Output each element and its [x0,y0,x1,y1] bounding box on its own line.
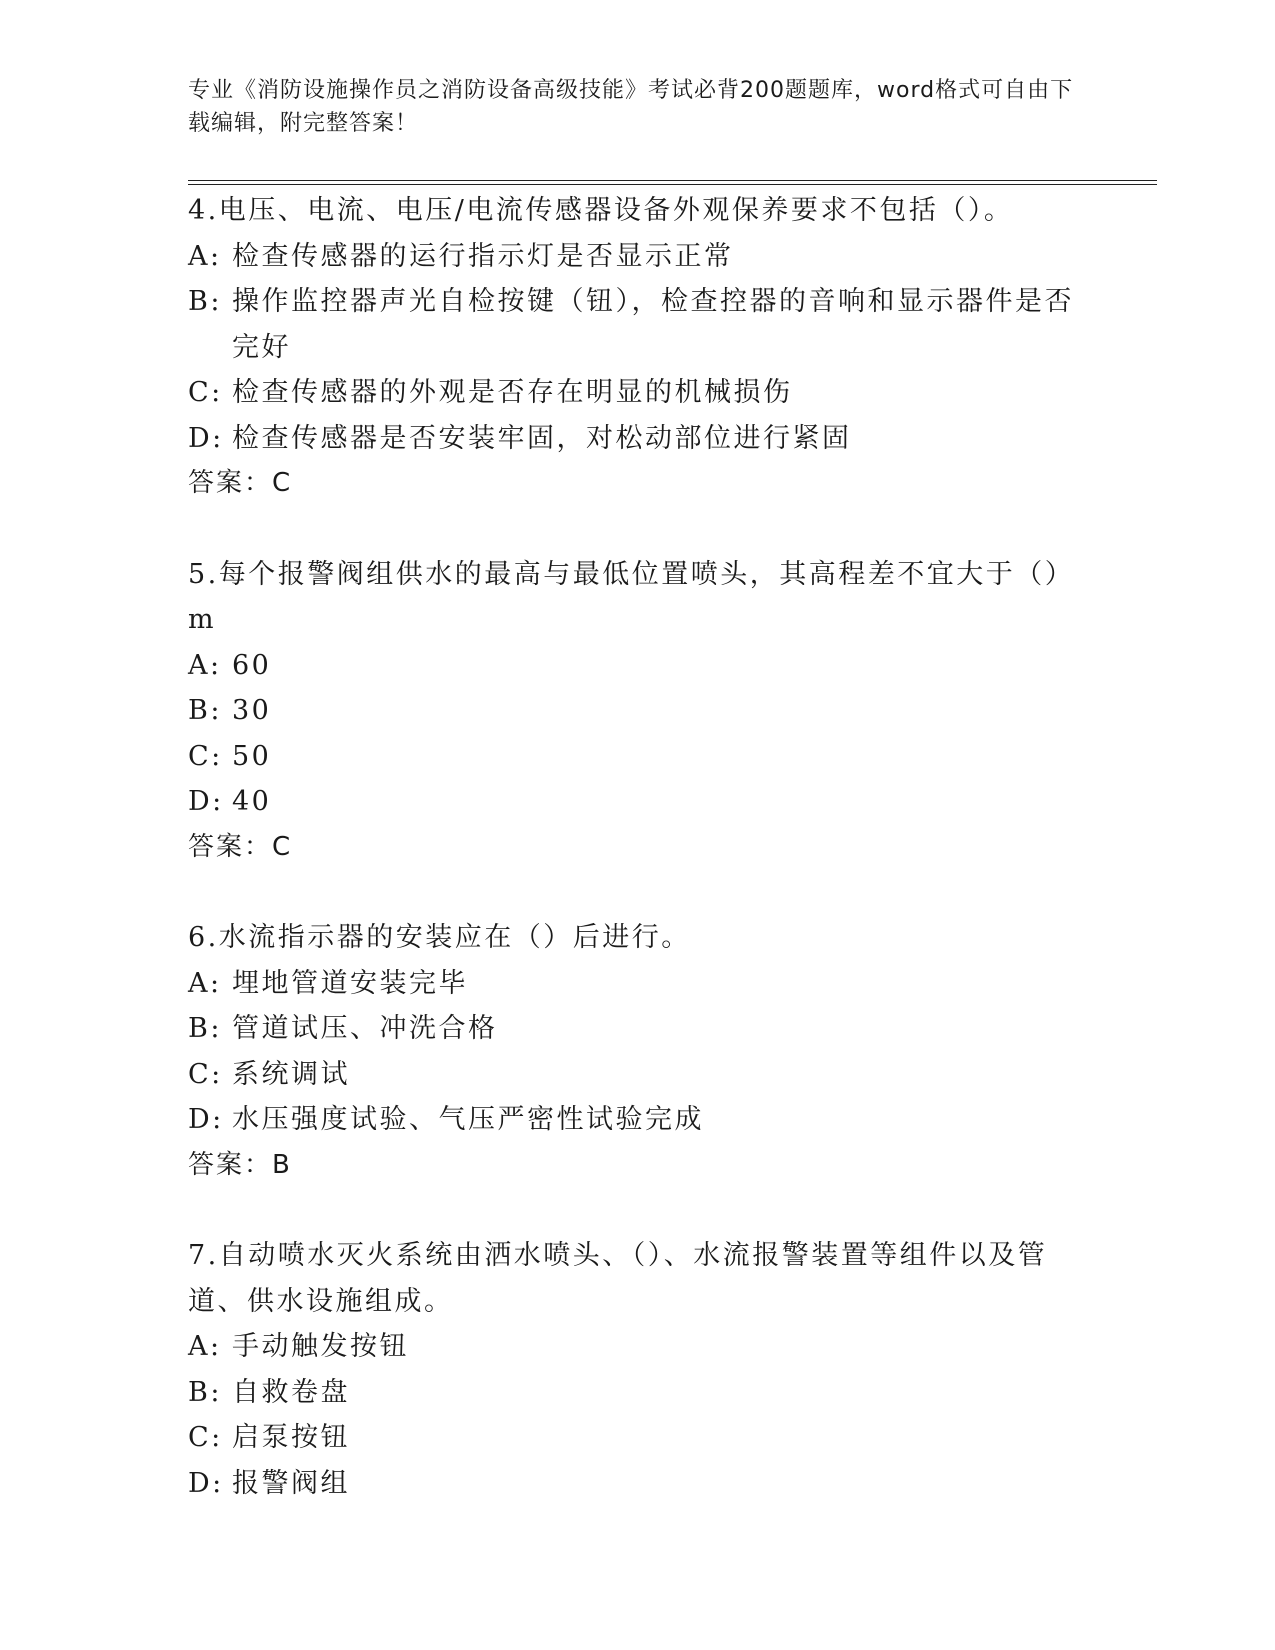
option-text: 手动触发按钮 [232,1331,409,1362]
option-text: 系统调试 [232,1058,350,1090]
question-stem: 5.每个报警阀组供水的最高与最低位置喷头，其高程差不宜大于（）m [188,558,1075,635]
question-item [188,1233,1088,1506]
header-divider-line [188,180,1157,181]
option-key: B: [188,1013,222,1044]
option-c [188,1052,1088,1098]
option-text: 检查传感器的外观是否存在明显的机械损伤 [232,377,793,408]
answer-line: 答案：C [188,468,293,498]
option-d [188,779,1088,825]
option-text: 50 [232,740,272,772]
option-a [188,643,1088,689]
option-key: A: [188,1331,222,1362]
option-c [188,370,1088,416]
question-stem: 7.自动喷水灭火系统由洒水喷头、（）、水流报警装置等组件以及管道、供水设施组成。 [188,1240,1048,1317]
question-list [188,188,1088,1551]
option-key: C: [188,740,223,772]
document-header: 专业《消防设施操作员之消防设备高级技能》考试必背200题题库，word格式可自由下载编辑，附完整答案！ [188,78,1074,136]
option-text: 管道试压、冲洗合格 [232,1013,498,1044]
option-text: 操作监控器声光自检按键（钮），检查控器的音响和显示器件是否完好 [232,286,1074,363]
answer-line: 答案：B [188,1149,292,1180]
header-divider-line-double [188,184,1157,185]
option-text: 水压强度试验、气压严密性试验完成 [232,1104,704,1135]
option-text: 报警阀组 [232,1467,350,1499]
question-item [188,915,1088,1188]
option-key: C: [188,1422,223,1453]
option-b [188,1006,1088,1052]
option-key: D: [188,1104,224,1135]
option-key: C: [188,1058,223,1090]
option-key: D: [188,422,224,454]
question-stem: 4.电压、电流、电压/电流传感器设备外观保养要求不包括（）。 [188,195,1014,226]
option-text: 40 [232,786,272,817]
option-b [188,279,1088,370]
option-b [188,1370,1088,1416]
option-c [188,1415,1088,1461]
option-key: D: [188,1467,224,1499]
answer-line: 答案：C [188,831,293,862]
option-a [188,961,1088,1007]
option-d [188,1461,1088,1507]
option-text: 60 [232,649,272,681]
option-key: B: [188,695,222,726]
option-key: B: [188,1376,222,1408]
question-item [188,552,1088,871]
option-key: D: [188,786,224,817]
option-key: A: [188,967,222,999]
option-key: A: [188,240,222,272]
option-text: 检查传感器是否安装牢固，对松动部位进行紧固 [232,422,852,454]
option-text: 检查传感器的运行指示灯是否显示正常 [232,240,734,272]
option-key: A: [188,649,222,681]
option-d [188,1097,1088,1143]
option-text: 30 [232,695,272,726]
option-a [188,1324,1088,1370]
option-d [188,416,1088,462]
question-item [188,188,1088,507]
option-a [188,234,1088,280]
option-key: B: [188,286,222,317]
option-text: 埋地管道安装完毕 [232,967,468,999]
question-stem: 6.水流指示器的安装应在（）后进行。 [188,922,691,953]
option-key: C: [188,377,223,408]
option-text: 自救卷盘 [232,1376,350,1408]
option-text: 启泵按钮 [232,1422,350,1453]
option-b [188,688,1088,734]
option-c [188,734,1088,780]
